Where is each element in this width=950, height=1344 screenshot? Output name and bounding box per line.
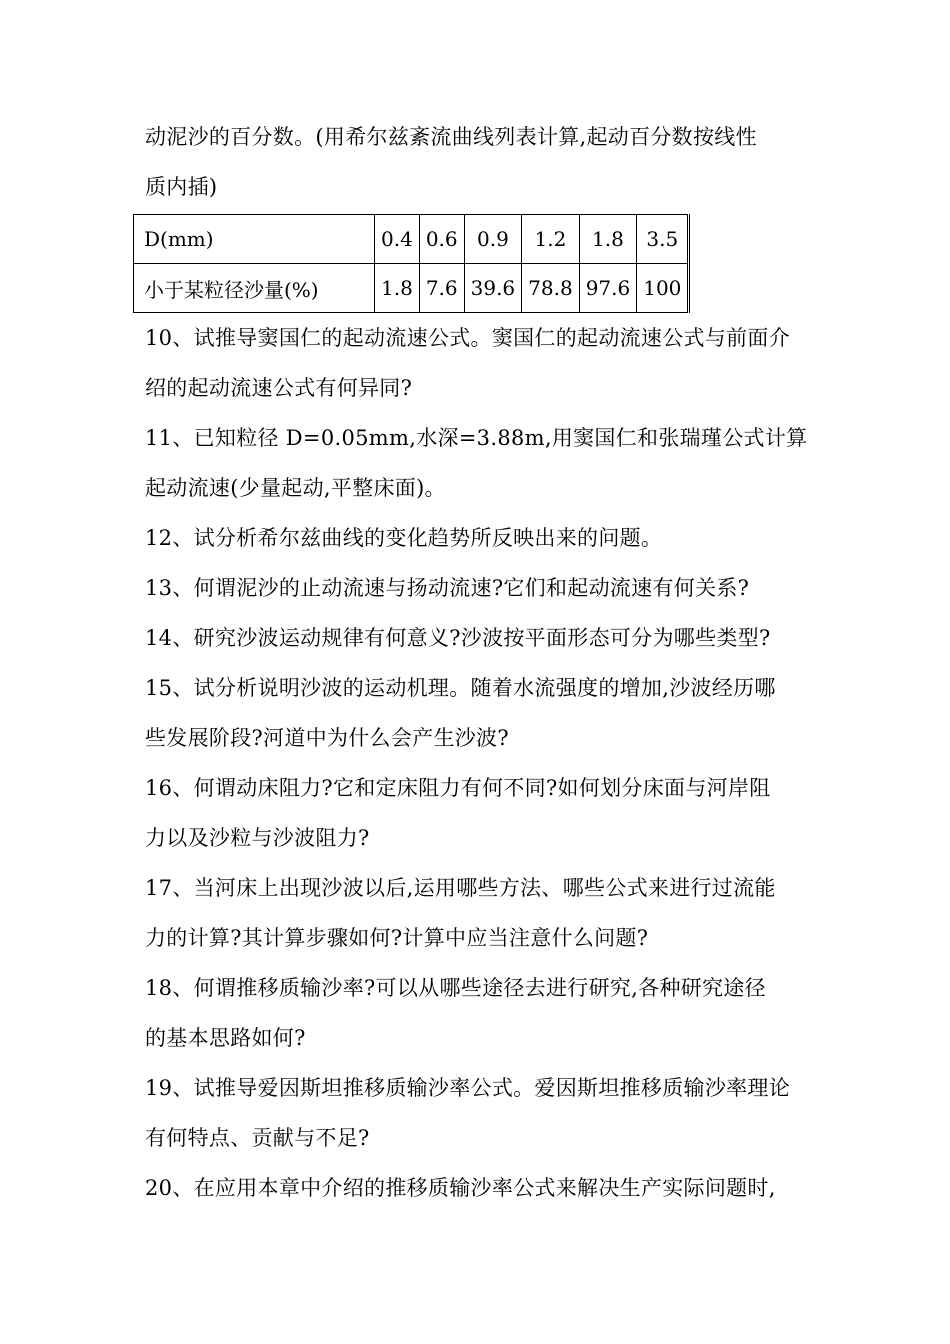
question-17-line-1: 17、当河床上出现沙波以后,运用哪些方法、哪些公式来进行过流能 xyxy=(145,876,776,900)
table-cell: 0.4 xyxy=(375,215,420,264)
question-11-line-2: 起动流速(少量起动,平整床面)。 xyxy=(145,476,446,500)
table-cell: 7.6 xyxy=(419,264,464,313)
table-cell: 1.8 xyxy=(579,215,637,264)
question-18-line-1: 18、何谓推移质输沙率?可以从哪些途径去进行研究,各种研究途径 xyxy=(145,976,766,1000)
table-cell: 0.6 xyxy=(419,215,464,264)
grain-size-table xyxy=(133,214,690,313)
table-cell: 97.6 xyxy=(579,264,637,313)
table-row xyxy=(134,215,689,264)
question-list xyxy=(145,313,825,1213)
question-19-line-2: 有何特点、贡献与不足? xyxy=(145,1126,370,1150)
row-header-diameter: D(mm) xyxy=(134,215,375,264)
question-15-line-2: 些发展阶段?河道中为什么会产生沙波? xyxy=(145,726,509,750)
text-line: 动泥沙的百分数。(用希尔兹紊流曲线列表计算,起动百分数按线性 xyxy=(145,125,757,149)
question-14-line-1: 14、研究沙波运动规律有何意义?沙波按平面形态可分为哪些类型? xyxy=(145,626,771,650)
question-20-line-1: 20、在应用本章中介绍的推移质输沙率公式来解决生产实际问题时, xyxy=(145,1176,776,1200)
document-page xyxy=(145,112,825,1213)
question-17-line-2: 力的计算?其计算步骤如何?计算中应当注意什么问题? xyxy=(145,926,649,950)
question-10-line-1: 10、试推导窦国仁的起动流速公式。窦国仁的起动流速公式与前面介 xyxy=(145,326,791,350)
question-12-line-1: 12、试分析希尔兹曲线的变化趋势所反映出来的问题。 xyxy=(145,526,663,550)
table-cell: 39.6 xyxy=(464,264,522,313)
text-line: 质内插) xyxy=(145,175,218,199)
table-cell: 100 xyxy=(637,264,689,313)
table-cell: 3.5 xyxy=(637,215,689,264)
table-row xyxy=(134,264,689,313)
question-15-line-1: 15、试分析说明沙波的运动机理。随着水流强度的增加,沙波经历哪 xyxy=(145,676,776,700)
question-13-line-1: 13、何谓泥沙的止动流速与扬动流速?它们和起动流速有何关系? xyxy=(145,576,750,600)
question-11-line-1: 11、已知粒径 D=0.05mm,水深=3.88m,用窦国仁和张瑞瑾公式计算 xyxy=(145,426,808,450)
question-16-line-2: 力以及沙粒与沙波阻力? xyxy=(145,826,370,850)
table-cell: 1.2 xyxy=(522,215,580,264)
question-16-line-1: 16、何谓动床阻力?它和定床阻力有何不同?如何划分床面与河岸阻 xyxy=(145,776,771,800)
row-header-percent-finer: 小于某粒径沙量(%) xyxy=(134,264,375,313)
question-19-line-1: 19、试推导爱因斯坦推移质输沙率公式。爱因斯坦推移质输沙率理论 xyxy=(145,1076,791,1100)
table-cell: 78.8 xyxy=(522,264,580,313)
table-cell: 0.9 xyxy=(464,215,522,264)
intro-paragraph xyxy=(145,112,825,212)
table-cell: 1.8 xyxy=(375,264,420,313)
question-10-line-2: 绍的起动流速公式有何异同? xyxy=(145,376,413,400)
question-18-line-2: 的基本思路如何? xyxy=(145,1026,306,1050)
